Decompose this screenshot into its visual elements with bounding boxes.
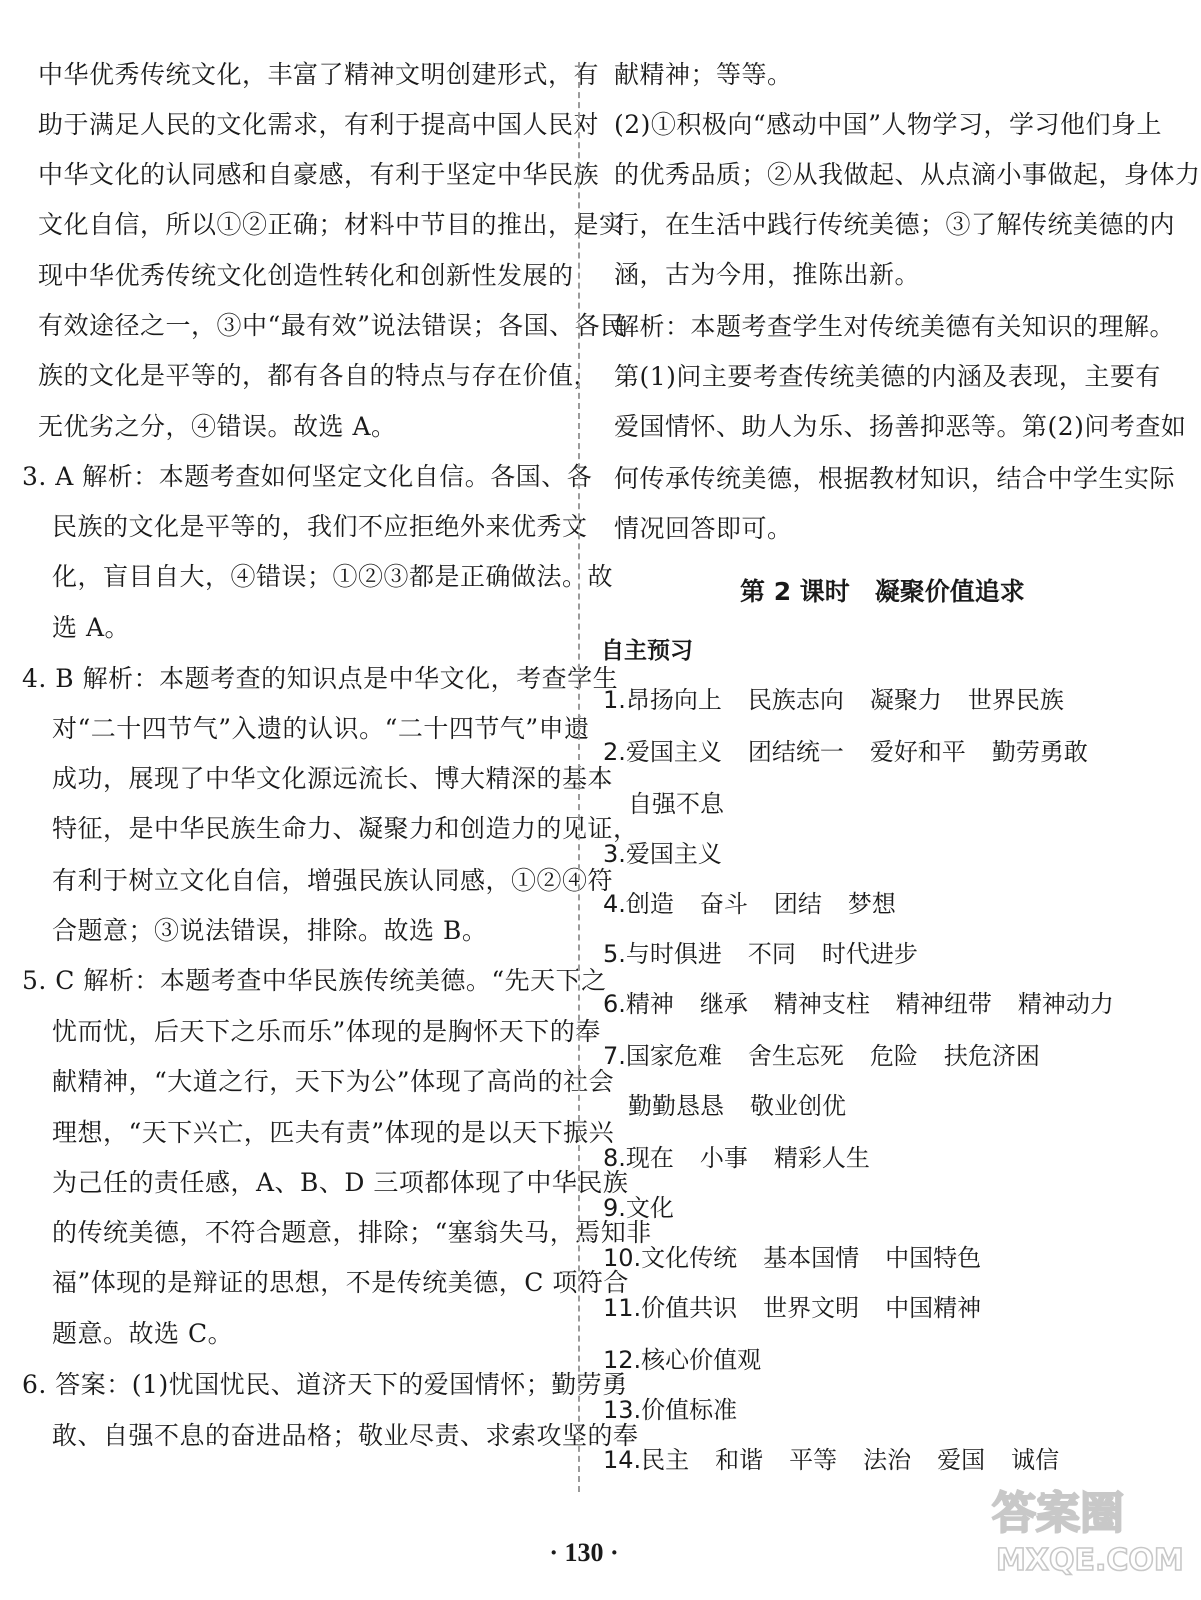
answer-item: 1.昂扬向上 — [603, 686, 722, 714]
left-text-line: 的传统美德，不符合题意，排除；“塞翁失马，焉知非 — [52, 1218, 652, 1247]
answer-item: 团结统一 — [747, 738, 844, 766]
answer-item: 世界民族 — [967, 686, 1064, 714]
left-text-line: 成功，展现了中华文化源远流长、博大精深的基本 — [52, 764, 614, 793]
answer-row — [628, 784, 724, 819]
left-text-line: 4. B 解析：本题考查的知识点是中华文化，考查学生 — [22, 664, 619, 693]
answer-item: 13.价值标准 — [603, 1396, 738, 1424]
answer-item: 14.民主 — [603, 1446, 690, 1474]
answer-item: 继承 — [699, 990, 748, 1018]
answer-item: 扶危济困 — [943, 1042, 1040, 1070]
answer-item: 5.与时俱进 — [603, 940, 722, 968]
answer-item: 6.精神 — [603, 990, 674, 1018]
right-text-line: 献精神；等等。 — [614, 60, 793, 89]
answer-item: 精彩人生 — [773, 1144, 870, 1172]
left-text-line: 3. A 解析：本题考查如何坚定文化自信。各国、各 — [22, 462, 593, 491]
sub-heading: 自主预习 — [601, 638, 693, 664]
left-text-line: 有效途径之一，③中“最有效”说法错误；各国、各民 — [38, 311, 626, 340]
answer-item: 爱好和平 — [869, 738, 966, 766]
right-text-line: 爱国情怀、助人为乐、扬善抑恶等。第(2)问考查如 — [614, 412, 1187, 441]
page-number: · 130 · — [549, 1538, 619, 1567]
answer-row — [603, 934, 918, 969]
answer-item: 7.国家危难 — [603, 1042, 722, 1070]
answer-item: 世界文明 — [763, 1294, 860, 1322]
answer-row — [603, 1036, 1040, 1071]
left-text-line: 6. 答案：(1)忧国忧民、道济天下的爱国情怀；勤劳勇 — [22, 1370, 628, 1399]
answer-item: 法治 — [863, 1446, 912, 1474]
watermark-logo — [986, 1474, 1184, 1584]
answer-item: 诚信 — [1011, 1446, 1060, 1474]
column-divider — [578, 62, 580, 1492]
right-text-line: 涵，古为今用，推陈出新。 — [614, 260, 921, 289]
answer-row — [603, 834, 722, 869]
answer-item: 平等 — [789, 1446, 838, 1474]
answer-row — [603, 884, 896, 919]
answer-item: 中国特色 — [885, 1244, 982, 1272]
answer-row — [603, 1188, 674, 1223]
answer-item: 精神支柱 — [773, 990, 870, 1018]
answer-item: 和谐 — [715, 1446, 764, 1474]
answer-item: 奋斗 — [699, 890, 748, 918]
answer-item: 敬业创优 — [750, 1092, 846, 1120]
answer-item: 12.核心价值观 — [603, 1346, 762, 1374]
answer-item: 基本国情 — [763, 1244, 860, 1272]
answer-row — [603, 1440, 1059, 1475]
answer-item: 勤勤恳恳 — [628, 1092, 724, 1120]
answer-item: 小事 — [699, 1144, 748, 1172]
right-text-line: 行，在生活中践行传统美德；③了解传统美德的内 — [614, 210, 1176, 239]
left-text-line: 为己任的责任感，A、B、D 三项都体现了中华民族 — [52, 1168, 629, 1197]
left-text-line: 文化自信，所以①②正确；材料中节目的推出，是实 — [38, 210, 625, 239]
left-text-line: 题意。故选 C。 — [52, 1319, 234, 1348]
answer-item: 不同 — [747, 940, 796, 968]
left-text-line: 理想，“天下兴亡，匹夫有责”体现的是以天下振兴 — [52, 1118, 615, 1147]
left-text-line: 特征，是中华民族生命力、凝聚力和创造力的见证， — [52, 814, 639, 843]
answer-item: 爱国 — [937, 1446, 986, 1474]
left-text-line: 选 A。 — [52, 613, 131, 642]
answer-row — [603, 984, 1114, 1019]
answer-item: 9.文化 — [603, 1194, 674, 1222]
answer-item: 自强不息 — [628, 790, 724, 818]
answer-row — [603, 1238, 981, 1273]
left-text-line: 献精神，“大道之行，天下为公”体现了高尚的社会 — [52, 1067, 615, 1096]
answer-item: 2.爱国主义 — [603, 738, 722, 766]
answer-item: 3.爱国主义 — [603, 840, 722, 868]
answer-item: 中国精神 — [885, 1294, 982, 1322]
answer-item: 8.现在 — [603, 1144, 674, 1172]
answer-item: 民族志向 — [747, 686, 844, 714]
answer-item: 勤劳勇敢 — [991, 738, 1088, 766]
answer-item: 10.文化传统 — [603, 1244, 738, 1272]
answer-row — [603, 1288, 981, 1323]
answer-row — [603, 1138, 870, 1173]
section-title: 第 2 课时 凝聚价值追求 — [740, 577, 1025, 606]
left-text-line: 有利于树立文化自信，增强民族认同感，①②④符 — [52, 866, 614, 895]
left-text-line: 敢、自强不息的奋进品格；敬业尽责、求索攻坚的奉 — [52, 1421, 639, 1450]
answer-item: 舍生忘死 — [747, 1042, 844, 1070]
left-text-line: 5. C 解析：本题考查中华民族传统美德。“先天下之 — [22, 966, 607, 995]
right-text-line: 第(1)问主要考查传统美德的内涵及表现，主要有 — [614, 362, 1161, 391]
left-text-line: 现中华优秀传统文化创造性转化和创新性发展的 — [38, 261, 574, 290]
right-text-line: 解析：本题考查学生对传统美德有关知识的理解。 — [614, 312, 1176, 341]
left-text-line: 中华文化的认同感和自豪感，有利于坚定中华民族 — [38, 160, 600, 189]
left-text-line: 中华优秀传统文化，丰富了精神文明创建形式，有 — [38, 60, 600, 89]
answer-item: 时代进步 — [821, 940, 918, 968]
answer-item: 11.价值共识 — [603, 1294, 738, 1322]
answer-row — [603, 1390, 737, 1425]
left-text-line: 对“二十四节气”入遗的认识。“二十四节气”申遗 — [52, 714, 590, 743]
answer-row — [603, 732, 1088, 767]
left-text-line: 合题意；③说法错误，排除。故选 B。 — [52, 916, 488, 945]
right-text-line: (2)①积极向“感动中国”人物学习，学习他们身上 — [614, 110, 1162, 139]
left-text-line: 化，盲目自大，④错误；①②③都是正确做法。故 — [52, 562, 614, 591]
svg-text:答案圈: 答案圈 — [992, 1488, 1124, 1539]
answer-row — [603, 680, 1064, 715]
right-text-line: 的优秀品质；②从我做起、从点滴小事做起，身体力 — [614, 160, 1201, 189]
svg-text:MXQE.COM: MXQE.COM — [996, 1543, 1184, 1578]
left-text-line: 无优劣之分，④错误。故选 A。 — [38, 412, 397, 441]
answer-item: 梦想 — [847, 890, 896, 918]
answer-row — [628, 1086, 846, 1121]
right-text-line: 何传承传统美德，根据教材知识，结合中学生实际 — [614, 464, 1176, 493]
left-text-line: 民族的文化是平等的，我们不应拒绝外来优秀文 — [52, 512, 588, 541]
right-text-line: 情况回答即可。 — [614, 514, 793, 543]
left-text-line: 福”体现的是辩证的思想，不是传统美德，C 项符合 — [52, 1268, 629, 1297]
answer-item: 团结 — [773, 890, 822, 918]
left-text-line: 忧而忧，后天下之乐而乐”体现的是胸怀天下的奉 — [52, 1017, 601, 1046]
answer-item: 4.创造 — [603, 890, 674, 918]
answer-item: 精神纽带 — [895, 990, 992, 1018]
left-text-line: 族的文化是平等的，都有各自的特点与存在价值， — [38, 361, 600, 390]
answer-item: 凝聚力 — [869, 686, 942, 714]
left-text-line: 助于满足人民的文化需求，有利于提高中国人民对 — [38, 110, 600, 139]
answer-item: 危险 — [869, 1042, 918, 1070]
answer-item: 精神动力 — [1017, 990, 1114, 1018]
answer-row — [603, 1340, 761, 1375]
